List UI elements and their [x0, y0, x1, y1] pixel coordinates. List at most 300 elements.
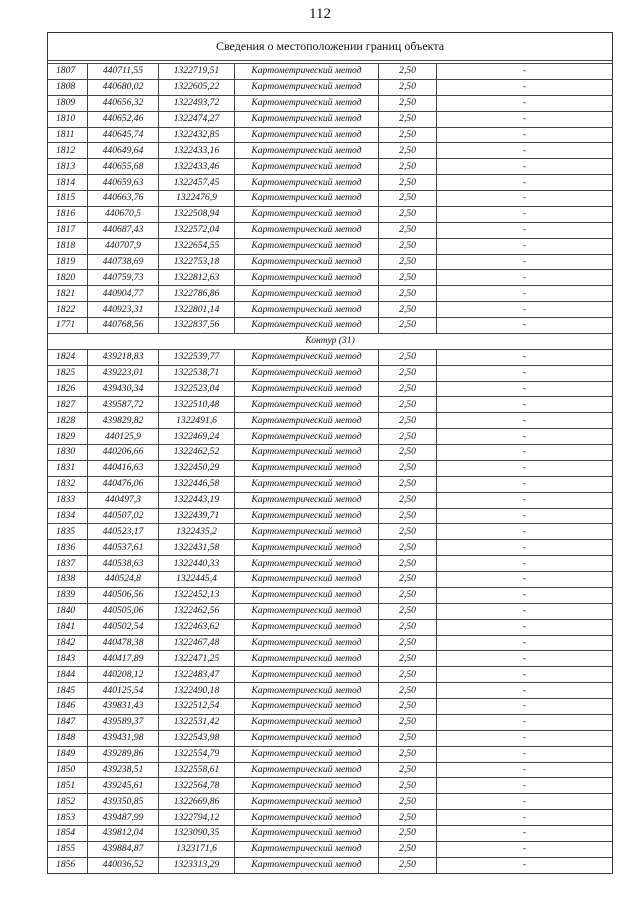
y-coordinate-cell: 1322440,33	[159, 556, 235, 572]
point-number-cell: 1837	[48, 556, 88, 572]
table-row	[48, 381, 613, 397]
point-number-cell: 1836	[48, 540, 88, 556]
accuracy-cell: 2,50	[379, 572, 437, 588]
point-number-cell: 1830	[48, 445, 88, 461]
description-cell: -	[437, 381, 613, 397]
accuracy-cell: 2,50	[379, 699, 437, 715]
table-row	[48, 635, 613, 651]
point-number-cell: 1833	[48, 492, 88, 508]
method-cell: Картометрический метод	[235, 254, 379, 270]
method-cell: Картометрический метод	[235, 143, 379, 159]
method-cell: Картометрический метод	[235, 492, 379, 508]
y-coordinate-cell: 1322801,14	[159, 302, 235, 318]
description-cell: -	[437, 318, 613, 334]
table-row	[48, 762, 613, 778]
table-row	[48, 206, 613, 222]
description-cell: -	[437, 238, 613, 254]
x-coordinate-cell: 440416,63	[88, 460, 159, 476]
accuracy-cell: 2,50	[379, 556, 437, 572]
y-coordinate-cell: 1322508,94	[159, 206, 235, 222]
point-number-cell: 1847	[48, 714, 88, 730]
x-coordinate-cell: 439350,85	[88, 794, 159, 810]
accuracy-cell: 2,50	[379, 191, 437, 207]
description-cell: -	[437, 64, 613, 80]
accuracy-cell: 2,50	[379, 619, 437, 635]
accuracy-cell: 2,50	[379, 524, 437, 540]
point-number-cell: 1846	[48, 699, 88, 715]
accuracy-cell: 2,50	[379, 238, 437, 254]
table-row	[48, 556, 613, 572]
point-number-cell: 1810	[48, 111, 88, 127]
description-cell: -	[437, 191, 613, 207]
table-row	[48, 778, 613, 794]
x-coordinate-cell: 440125,54	[88, 683, 159, 699]
accuracy-cell: 2,50	[379, 127, 437, 143]
x-coordinate-cell: 440904,77	[88, 286, 159, 302]
method-cell: Картометрический метод	[235, 635, 379, 651]
x-coordinate-cell: 440476,06	[88, 476, 159, 492]
x-coordinate-cell: 440478,38	[88, 635, 159, 651]
accuracy-cell: 2,50	[379, 635, 437, 651]
description-cell: -	[437, 587, 613, 603]
table-row	[48, 95, 613, 111]
method-cell: Картометрический метод	[235, 683, 379, 699]
point-number-cell: 1811	[48, 127, 88, 143]
y-coordinate-cell: 1322435,2	[159, 524, 235, 540]
y-coordinate-cell: 1322443,19	[159, 492, 235, 508]
method-cell: Картометрический метод	[235, 397, 379, 413]
table-row	[48, 810, 613, 826]
accuracy-cell: 2,50	[379, 714, 437, 730]
point-number-cell: 1808	[48, 79, 88, 95]
accuracy-cell: 2,50	[379, 508, 437, 524]
table-row	[48, 143, 613, 159]
table-body	[48, 33, 613, 874]
description-cell: -	[437, 508, 613, 524]
x-coordinate-cell: 439831,43	[88, 699, 159, 715]
method-cell: Картометрический метод	[235, 429, 379, 445]
table-row	[48, 699, 613, 715]
accuracy-cell: 2,50	[379, 667, 437, 683]
accuracy-cell: 2,50	[379, 143, 437, 159]
accuracy-cell: 2,50	[379, 826, 437, 842]
point-number-cell: 1821	[48, 286, 88, 302]
description-cell: -	[437, 572, 613, 588]
point-number-cell: 1852	[48, 794, 88, 810]
description-cell: -	[437, 222, 613, 238]
x-coordinate-cell: 440659,63	[88, 175, 159, 191]
y-coordinate-cell: 1322786,86	[159, 286, 235, 302]
accuracy-cell: 2,50	[379, 397, 437, 413]
method-cell: Картометрический метод	[235, 762, 379, 778]
x-coordinate-cell: 440711,55	[88, 64, 159, 80]
method-cell: Картометрический метод	[235, 286, 379, 302]
accuracy-cell: 2,50	[379, 270, 437, 286]
description-cell: -	[437, 524, 613, 540]
table-row	[48, 730, 613, 746]
x-coordinate-cell: 440687,43	[88, 222, 159, 238]
table-row	[48, 524, 613, 540]
method-cell: Картометрический метод	[235, 445, 379, 461]
boundary-coordinates-table	[47, 32, 613, 874]
point-number-cell: 1855	[48, 841, 88, 857]
y-coordinate-cell: 1323090,35	[159, 826, 235, 842]
y-coordinate-cell: 1322432,85	[159, 127, 235, 143]
description-cell: -	[437, 270, 613, 286]
description-cell: -	[437, 254, 613, 270]
accuracy-cell: 2,50	[379, 429, 437, 445]
y-coordinate-cell: 1322483,47	[159, 667, 235, 683]
point-number-cell: 1835	[48, 524, 88, 540]
table-row	[48, 794, 613, 810]
x-coordinate-cell: 439218,83	[88, 349, 159, 365]
accuracy-cell: 2,50	[379, 365, 437, 381]
accuracy-cell: 2,50	[379, 381, 437, 397]
method-cell: Картометрический метод	[235, 191, 379, 207]
y-coordinate-cell: 1322467,48	[159, 635, 235, 651]
accuracy-cell: 2,50	[379, 587, 437, 603]
accuracy-cell: 2,50	[379, 445, 437, 461]
accuracy-cell: 2,50	[379, 111, 437, 127]
point-number-cell: 1834	[48, 508, 88, 524]
accuracy-cell: 2,50	[379, 746, 437, 762]
method-cell: Картометрический метод	[235, 699, 379, 715]
point-number-cell: 1844	[48, 667, 88, 683]
y-coordinate-cell: 1322491,6	[159, 413, 235, 429]
y-coordinate-cell: 1322431,58	[159, 540, 235, 556]
y-coordinate-cell: 1322474,27	[159, 111, 235, 127]
y-coordinate-cell: 1322654,55	[159, 238, 235, 254]
table-row	[48, 238, 613, 254]
method-cell: Картометрический метод	[235, 318, 379, 334]
accuracy-cell: 2,50	[379, 857, 437, 873]
table-title: Сведения о местоположении границ объекта	[48, 33, 613, 61]
table-row	[48, 222, 613, 238]
method-cell: Картометрический метод	[235, 572, 379, 588]
y-coordinate-cell: 1322433,16	[159, 143, 235, 159]
description-cell: -	[437, 762, 613, 778]
table-row	[48, 302, 613, 318]
x-coordinate-cell: 439223,01	[88, 365, 159, 381]
y-coordinate-cell: 1322564,78	[159, 778, 235, 794]
x-coordinate-cell: 439829,82	[88, 413, 159, 429]
table-row	[48, 460, 613, 476]
description-cell: -	[437, 460, 613, 476]
table-row	[48, 587, 613, 603]
accuracy-cell: 2,50	[379, 206, 437, 222]
method-cell: Картометрический метод	[235, 730, 379, 746]
point-number-cell: 1845	[48, 683, 88, 699]
method-cell: Картометрический метод	[235, 524, 379, 540]
description-cell: -	[437, 476, 613, 492]
x-coordinate-cell: 440656,32	[88, 95, 159, 111]
point-number-cell: 1814	[48, 175, 88, 191]
method-cell: Картометрический метод	[235, 222, 379, 238]
accuracy-cell: 2,50	[379, 730, 437, 746]
point-number-cell: 1809	[48, 95, 88, 111]
x-coordinate-cell: 440417,89	[88, 651, 159, 667]
point-number-cell: 1822	[48, 302, 88, 318]
description-cell: -	[437, 206, 613, 222]
description-cell: -	[437, 349, 613, 365]
y-coordinate-cell: 1322572,04	[159, 222, 235, 238]
point-number-cell: 1824	[48, 349, 88, 365]
description-cell: -	[437, 635, 613, 651]
y-coordinate-cell: 1322669,86	[159, 794, 235, 810]
y-coordinate-cell: 1322753,18	[159, 254, 235, 270]
x-coordinate-cell: 440759,73	[88, 270, 159, 286]
method-cell: Картометрический метод	[235, 651, 379, 667]
x-coordinate-cell: 439812,04	[88, 826, 159, 842]
y-coordinate-cell: 1322538,71	[159, 365, 235, 381]
description-cell: -	[437, 111, 613, 127]
x-coordinate-cell: 440524,8	[88, 572, 159, 588]
point-number-cell: 1826	[48, 381, 88, 397]
y-coordinate-cell: 1322543,98	[159, 730, 235, 746]
table-row	[48, 841, 613, 857]
method-cell: Картометрический метод	[235, 127, 379, 143]
y-coordinate-cell: 1322462,56	[159, 603, 235, 619]
x-coordinate-cell: 439884,87	[88, 841, 159, 857]
accuracy-cell: 2,50	[379, 254, 437, 270]
x-coordinate-cell: 440507,02	[88, 508, 159, 524]
x-coordinate-cell: 440649,64	[88, 143, 159, 159]
accuracy-cell: 2,50	[379, 460, 437, 476]
description-cell: -	[437, 619, 613, 635]
x-coordinate-cell: 440645,74	[88, 127, 159, 143]
table-row	[48, 492, 613, 508]
accuracy-cell: 2,50	[379, 64, 437, 80]
description-cell: -	[437, 492, 613, 508]
x-coordinate-cell: 439238,51	[88, 762, 159, 778]
x-coordinate-cell: 440206,66	[88, 445, 159, 461]
table-row	[48, 429, 613, 445]
x-coordinate-cell: 440537,61	[88, 540, 159, 556]
y-coordinate-cell: 1322469,24	[159, 429, 235, 445]
x-coordinate-cell: 440670,5	[88, 206, 159, 222]
table-row	[48, 397, 613, 413]
description-cell: -	[437, 810, 613, 826]
accuracy-cell: 2,50	[379, 603, 437, 619]
accuracy-cell: 2,50	[379, 540, 437, 556]
point-number-cell: 1815	[48, 191, 88, 207]
y-coordinate-cell: 1322794,12	[159, 810, 235, 826]
x-coordinate-cell: 440655,68	[88, 159, 159, 175]
table-row	[48, 270, 613, 286]
accuracy-cell: 2,50	[379, 476, 437, 492]
x-coordinate-cell: 440680,02	[88, 79, 159, 95]
accuracy-cell: 2,50	[379, 175, 437, 191]
description-cell: -	[437, 826, 613, 842]
y-coordinate-cell: 1322463,62	[159, 619, 235, 635]
point-number-cell: 1771	[48, 318, 88, 334]
table-row	[48, 318, 613, 334]
table-row	[48, 683, 613, 699]
method-cell: Картометрический метод	[235, 714, 379, 730]
method-cell: Картометрический метод	[235, 349, 379, 365]
method-cell: Картометрический метод	[235, 381, 379, 397]
description-cell: -	[437, 651, 613, 667]
y-coordinate-cell: 1322512,54	[159, 699, 235, 715]
table-row	[48, 413, 613, 429]
table-row	[48, 857, 613, 873]
table-row	[48, 572, 613, 588]
y-coordinate-cell: 1322450,29	[159, 460, 235, 476]
y-coordinate-cell: 1322554,79	[159, 746, 235, 762]
point-number-cell: 1841	[48, 619, 88, 635]
method-cell: Картометрический метод	[235, 175, 379, 191]
table-row	[48, 508, 613, 524]
method-cell: Картометрический метод	[235, 508, 379, 524]
y-coordinate-cell: 1322471,25	[159, 651, 235, 667]
description-cell: -	[437, 841, 613, 857]
accuracy-cell: 2,50	[379, 302, 437, 318]
accuracy-cell: 2,50	[379, 841, 437, 857]
y-coordinate-cell: 1322558,61	[159, 762, 235, 778]
y-coordinate-cell: 1322490,18	[159, 683, 235, 699]
table-row	[48, 826, 613, 842]
y-coordinate-cell: 1322605,22	[159, 79, 235, 95]
method-cell: Картометрический метод	[235, 587, 379, 603]
point-number-cell: 1851	[48, 778, 88, 794]
method-cell: Картометрический метод	[235, 64, 379, 80]
contour-label: Контур (31)	[48, 333, 613, 349]
description-cell: -	[437, 302, 613, 318]
point-number-cell: 1856	[48, 857, 88, 873]
point-number-cell: 1832	[48, 476, 88, 492]
point-number-cell: 1850	[48, 762, 88, 778]
method-cell: Картометрический метод	[235, 302, 379, 318]
y-coordinate-cell: 1322452,13	[159, 587, 235, 603]
accuracy-cell: 2,50	[379, 683, 437, 699]
point-number-cell: 1842	[48, 635, 88, 651]
method-cell: Картометрический метод	[235, 619, 379, 635]
table-row	[48, 540, 613, 556]
method-cell: Картометрический метод	[235, 365, 379, 381]
point-number-cell: 1828	[48, 413, 88, 429]
method-cell: Картометрический метод	[235, 603, 379, 619]
table-row	[48, 175, 613, 191]
accuracy-cell: 2,50	[379, 492, 437, 508]
description-cell: -	[437, 683, 613, 699]
y-coordinate-cell: 1322510,48	[159, 397, 235, 413]
accuracy-cell: 2,50	[379, 349, 437, 365]
boundary-table-sheet	[47, 32, 612, 874]
accuracy-cell: 2,50	[379, 79, 437, 95]
method-cell: Картометрический метод	[235, 159, 379, 175]
x-coordinate-cell: 440663,76	[88, 191, 159, 207]
accuracy-cell: 2,50	[379, 318, 437, 334]
accuracy-cell: 2,50	[379, 794, 437, 810]
x-coordinate-cell: 440652,46	[88, 111, 159, 127]
table-row	[48, 286, 613, 302]
description-cell: -	[437, 143, 613, 159]
point-number-cell: 1813	[48, 159, 88, 175]
description-cell: -	[437, 714, 613, 730]
y-coordinate-cell: 1322433,46	[159, 159, 235, 175]
method-cell: Картометрический метод	[235, 746, 379, 762]
point-number-cell: 1807	[48, 64, 88, 80]
y-coordinate-cell: 1322539,77	[159, 349, 235, 365]
table-row	[48, 603, 613, 619]
table-row	[48, 714, 613, 730]
table-row	[48, 64, 613, 80]
point-number-cell: 1831	[48, 460, 88, 476]
table-row	[48, 651, 613, 667]
table-row	[48, 159, 613, 175]
table-row	[48, 667, 613, 683]
table-row	[48, 127, 613, 143]
point-number-cell: 1838	[48, 572, 88, 588]
point-number-cell: 1840	[48, 603, 88, 619]
description-cell: -	[437, 540, 613, 556]
y-coordinate-cell: 1323313,29	[159, 857, 235, 873]
description-cell: -	[437, 79, 613, 95]
y-coordinate-cell: 1322439,71	[159, 508, 235, 524]
method-cell: Картометрический метод	[235, 841, 379, 857]
accuracy-cell: 2,50	[379, 222, 437, 238]
point-number-cell: 1812	[48, 143, 88, 159]
y-coordinate-cell: 1322523,04	[159, 381, 235, 397]
x-coordinate-cell: 440923,31	[88, 302, 159, 318]
method-cell: Картометрический метод	[235, 810, 379, 826]
point-number-cell: 1817	[48, 222, 88, 238]
description-cell: -	[437, 413, 613, 429]
y-coordinate-cell: 1323171,6	[159, 841, 235, 857]
accuracy-cell: 2,50	[379, 95, 437, 111]
description-cell: -	[437, 159, 613, 175]
x-coordinate-cell: 440738,69	[88, 254, 159, 270]
x-coordinate-cell: 439589,37	[88, 714, 159, 730]
point-number-cell: 1854	[48, 826, 88, 842]
method-cell: Картометрический метод	[235, 270, 379, 286]
accuracy-cell: 2,50	[379, 286, 437, 302]
y-coordinate-cell: 1322837,56	[159, 318, 235, 334]
x-coordinate-cell: 440125,9	[88, 429, 159, 445]
x-coordinate-cell: 439587,72	[88, 397, 159, 413]
method-cell: Картометрический метод	[235, 95, 379, 111]
table-row	[48, 476, 613, 492]
description-cell: -	[437, 699, 613, 715]
method-cell: Картометрический метод	[235, 111, 379, 127]
table-row	[48, 619, 613, 635]
description-cell: -	[437, 429, 613, 445]
description-cell: -	[437, 794, 613, 810]
description-cell: -	[437, 730, 613, 746]
point-number-cell: 1825	[48, 365, 88, 381]
y-coordinate-cell: 1322446,58	[159, 476, 235, 492]
point-number-cell: 1843	[48, 651, 88, 667]
table-row	[48, 365, 613, 381]
method-cell: Картометрический метод	[235, 413, 379, 429]
method-cell: Картометрический метод	[235, 206, 379, 222]
description-cell: -	[437, 778, 613, 794]
table-row	[48, 746, 613, 762]
method-cell: Картометрический метод	[235, 540, 379, 556]
x-coordinate-cell: 439289,86	[88, 746, 159, 762]
method-cell: Картометрический метод	[235, 79, 379, 95]
description-cell: -	[437, 95, 613, 111]
y-coordinate-cell: 1322445,4	[159, 572, 235, 588]
x-coordinate-cell: 440506,56	[88, 587, 159, 603]
accuracy-cell: 2,50	[379, 651, 437, 667]
table-row	[48, 349, 613, 365]
page-number: 112	[309, 6, 331, 22]
description-cell: -	[437, 857, 613, 873]
x-coordinate-cell: 439245,61	[88, 778, 159, 794]
description-cell: -	[437, 127, 613, 143]
description-cell: -	[437, 603, 613, 619]
